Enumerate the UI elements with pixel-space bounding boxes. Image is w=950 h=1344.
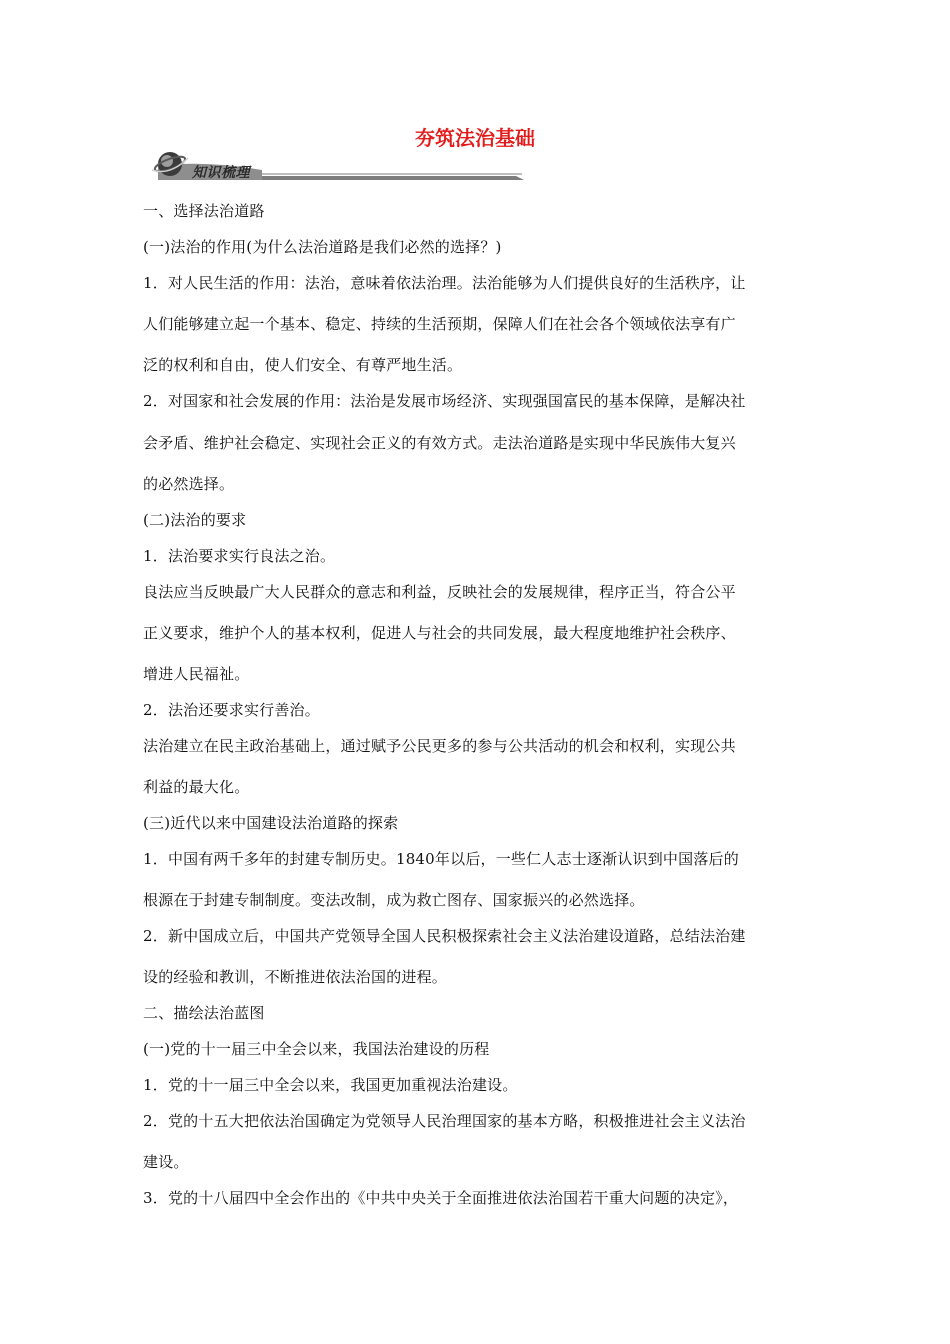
subheading-requirements: (二)法治的要求: [143, 511, 247, 529]
paragraph-line: 2．对国家和社会发展的作用：法治是发展市场经济、实现强国富民的基本保障，是解决社: [143, 392, 746, 410]
paragraph-line: 2．新中国成立后，中国共产党领导全国人民积极探索社会主义法治建设道路，总结法治建: [143, 927, 746, 945]
subheading-history: (一)党的十一届三中全会以来，我国法治建设的历程: [143, 1040, 490, 1058]
section-label: 知识梳理: [192, 165, 250, 181]
paragraph-line: 3．党的十八届四中全会作出的《中共中央关于全面推进依法治国若干重大问题的决定》，: [143, 1189, 739, 1207]
paragraph-line: 泛的权利和自由，使人们安全、有尊严地生活。: [143, 356, 463, 374]
paragraph-line: 增进人民福祉。: [143, 665, 250, 683]
paragraph-line: 建设。: [143, 1153, 189, 1171]
document-title: 夯筑法治基础: [415, 126, 535, 150]
paragraph-line: 1．法治要求实行良法之治。: [143, 547, 336, 565]
paragraph-line: 2．法治还要求实行善治。: [143, 701, 320, 719]
section-banner: [144, 150, 526, 186]
paragraph-line: 会矛盾、维护社会稳定、实现社会正义的有效方式。走法治道路是实现中华民族伟大复兴: [143, 434, 736, 452]
paragraph-line: 正义要求，维护个人的基本权利，促进人与社会的共同发展，最大程度地维护社会秩序、: [143, 624, 736, 642]
subheading-role: (一)法治的作用(为什么法治道路是我们必然的选择？): [143, 238, 502, 256]
heading-blueprint: 二、描绘法治蓝图: [143, 1004, 265, 1022]
paragraph-line: 利益的最大化。: [143, 778, 250, 796]
paragraph-line: 设的经验和教训，不断推进依法治国的进程。: [143, 968, 448, 986]
subheading-exploration: (三)近代以来中国建设法治道路的探索: [143, 814, 399, 832]
paragraph-line: 法治建立在民主政治基础上，通过赋予公民更多的参与公共活动的机会和权利，实现公共: [143, 737, 736, 755]
paragraph-line: 的必然选择。: [143, 475, 235, 493]
paragraph-line: 人们能够建立起一个基本、稳定、持续的生活预期，保障人们在社会各个领域依法享有广: [143, 315, 736, 333]
paragraph-line: 1．党的十一届三中全会以来，我国更加重视法治建设。: [143, 1076, 518, 1094]
paragraph-line: 根源在于封建专制制度。变法改制，成为救亡图存、国家振兴的必然选择。: [143, 891, 645, 909]
paragraph-line: 2．党的十五大把依法治国确定为党领导人民治理国家的基本方略，积极推进社会主义法治: [143, 1112, 746, 1130]
paragraph-line: 良法应当反映最广大人民群众的意志和利益，反映社会的发展规律，程序正当，符合公平: [143, 583, 736, 601]
paragraph-line: 1．对人民生活的作用：法治，意味着依法治理。法治能够为人们提供良好的生活秩序，让: [143, 274, 746, 292]
paragraph-line: 1．中国有两千多年的封建专制历史。1840年以后，一些仁人志士逐渐认识到中国落后的: [143, 850, 739, 868]
heading-choose-rule-of-law: 一、选择法治道路: [143, 202, 265, 220]
